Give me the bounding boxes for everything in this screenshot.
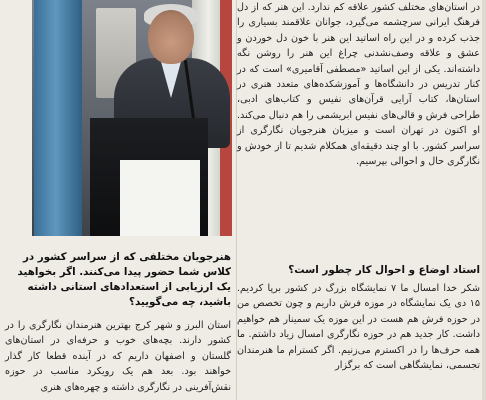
speaker-head [148,10,194,64]
interview-question-right: استاد اوضاع و احوال کار چطور است؟ [288,264,480,276]
article-body-right-bottom: شکر خدا امسال ما ۷ نمایشگاه بزرگ در کشور برپا کردیم. ۱۵ دی یک نمایشگاه در موزه فرش داریم و چون تخصص من در حوزه فرش هم هست در این موزه یک سمینار هم خواهیم داشت. کار جدید هم در حوزه نگارگری امسال زیاد داشتم. ما همه حرف‌ها را در اکسترم می‌زنیم. اگر کسترام ما هنرمندان تجسمی، نمایشگاهی است که برگزار [237,283,481,372]
blue-flag [34,0,82,236]
article-body-right-top: در استان‌های مختلف کشور علاقه کم ندارد. این هنر که از دل فرهنگ ایرانی سرچشمه می‌گیرد، جوانان علاقمند بسیاری را جذب کرده و در این راه اساتید این هنر با خون دل خوردن و عشق و علاقه وصف‌نشدنی چراغ این هنر را روشن نگه داشته‌اند. یکی از این اساتید «مصطفی آقامیری» است که در کنار تدریس در دانشگاه‌ها و آموزشکده‌های متعدد هنری در استان‌ها، کتاب آرایی قرآن‌های نفیس و کتاب‌های ادبی، طراحی فرش و قالی‌های نفیس ابریشمی را هم دنبال می‌کند. او اکنون در تهران است و میزبان هنرجویان نگارگری از سراسر کشور. با او چند دقیقه‌ای همکلام شدیم تا از خودش و نگارگری حال و احوالی بپرسیم. [237,2,480,168]
article-photo [32,0,232,236]
page-edge [482,0,486,400]
interview-question-left: هنرجویان مختلفی که از سراسر کشور در کلاس شما حضور پیدا می‌کنند. اگر بخواهید یک ارزیابی از استعدادهای استانی داشته باشید، چه می‌گویید؟ [17,251,231,308]
podium-paper [120,160,200,236]
article-body-left: استان البرز و شهر کرج بهترین هنرمندان نگارگری را در کشور دارند. بچه‌های خوب و حرفه‌ای در استان‌های گلستان و اصفهان داریم که در آینده قطعا کار گذار خواهند بود. بعد هم یک رویکرد مناسب در حوزه نقش‌آفرینی در نگارگری داشته و چهره‌های هنری [5,320,231,393]
